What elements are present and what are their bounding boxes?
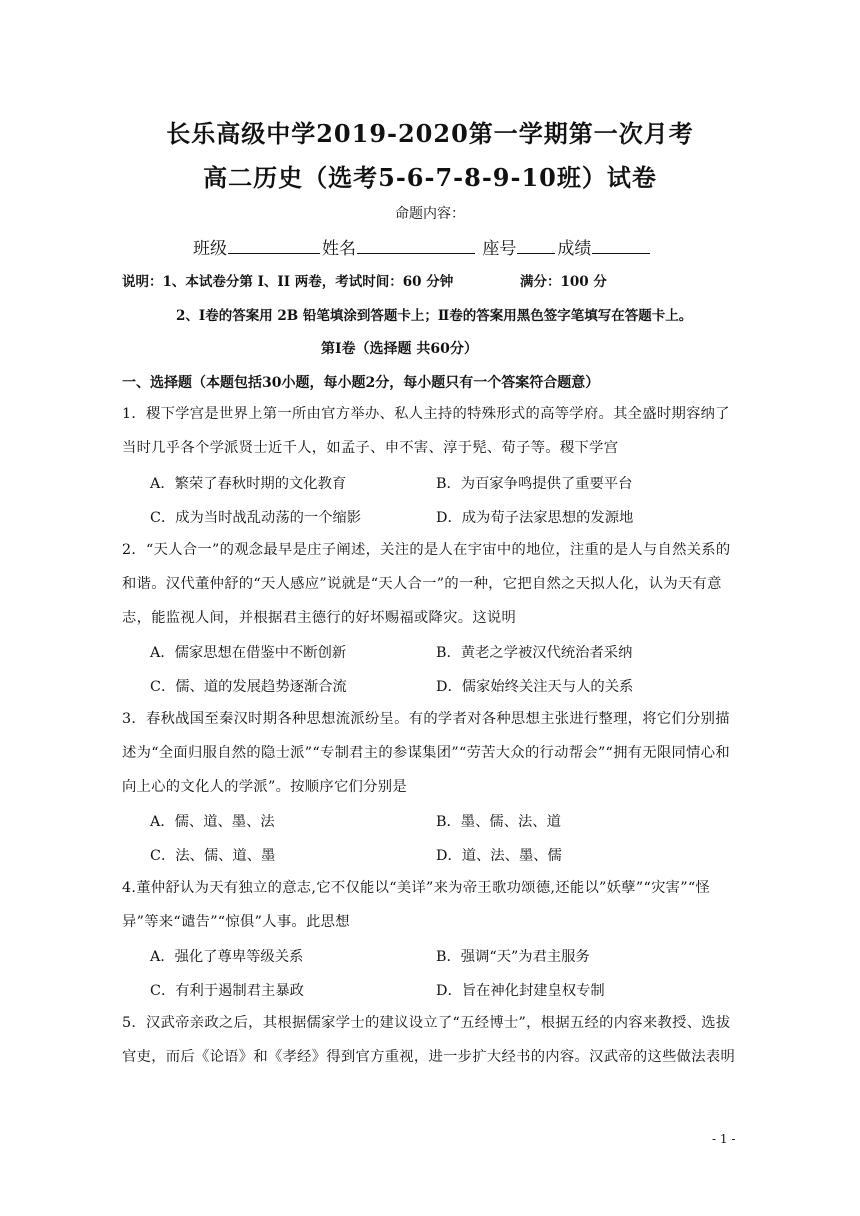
question-2-option-a: A．儒家思想在借鉴中不断创新 bbox=[150, 645, 347, 661]
score-blank[interactable] bbox=[592, 237, 650, 254]
section-title: 第Ⅰ卷（选择题 共60分） bbox=[321, 341, 478, 357]
exam-title-line1: 长乐高级中学2019-2020第一学期第一次月考 bbox=[166, 119, 694, 148]
question-2-option-c: C．儒、道的发展趋势逐渐合流 bbox=[150, 679, 347, 695]
question-1-option-d: D．成为荀子法家思想的发源地 bbox=[436, 510, 634, 526]
instruction-note-2: 2、Ⅰ卷的答案用 2B 铅笔填涂到答题卡上；Ⅱ卷的答案用黑色签字笔填写在答题卡上。 bbox=[176, 308, 693, 324]
question-3-option-d: D．道、法、墨、儒 bbox=[436, 848, 562, 864]
student-info-fields bbox=[193, 234, 652, 259]
question-3-option-b: B．墨、儒、法、道 bbox=[436, 814, 561, 830]
question-4-option-b: B．强调“天”为君主服务 bbox=[436, 949, 590, 965]
score-label: 成绩 bbox=[557, 239, 592, 259]
question-4-stem: 4.董仲舒认为天有独立的意志,它不仅能以“美详”来为帝王歌功颂德,还能以”妖孽”“灾害”“怪异”等来“谴告”“惊俱”人事。此思想 bbox=[122, 880, 711, 930]
question-1-option-b: B．为百家争鸣提供了重要平台 bbox=[436, 476, 633, 492]
author-label: 命题内容： bbox=[395, 206, 465, 222]
question-4-option-c: C．有利于遏制君主暴政 bbox=[150, 983, 304, 999]
name-label: 姓名 bbox=[322, 239, 356, 259]
instruction-note-1-score: 满分：100 分 bbox=[520, 274, 607, 290]
question-4-option-a: A．强化了尊卑等级关系 bbox=[150, 949, 304, 965]
question-3-stem: 3．春秋战国至秦汉时期各种思想流派纷呈。有的学者对各种思想主张进行整理，将它们分别描述为“全面归服自然的隐士派”“专制君主的参谋集团”“劳苦大众的行动帮会”“拥有无限同情心和向上心的文化人的学派”。按顺序它们分别是 bbox=[122, 711, 730, 795]
seat-label: 座号 bbox=[482, 239, 517, 259]
page-number: - 1 - bbox=[712, 1132, 736, 1146]
question-1-option-a: A．繁荣了春秋时期的文化教育 bbox=[150, 476, 347, 492]
question-1-option-c: C．成为当时战乱动荡的一个缩影 bbox=[150, 510, 362, 526]
question-2-option-b: B．黄老之学被汉代统治者采纳 bbox=[436, 645, 633, 661]
name-blank[interactable] bbox=[357, 237, 475, 254]
question-3-option-c: C．法、儒、道、墨 bbox=[150, 848, 276, 864]
seat-blank[interactable] bbox=[517, 237, 555, 254]
class-label: 班级 bbox=[193, 239, 227, 259]
section-subtitle: 一、选择题（本题包括30小题，每小题2分，每小题只有一个答案符合题意） bbox=[122, 375, 600, 391]
instruction-note-1: 说明：1、本试卷分第 I、II 两卷，考试时间：60 分钟 bbox=[122, 274, 454, 290]
exam-title-line2: 高二历史（选考5-6-7-8-9-10班）试卷 bbox=[203, 163, 657, 192]
question-4-option-d: D．旨在神化封建皇权专制 bbox=[436, 983, 605, 999]
question-2-option-d: D．儒家始终关注天与人的关系 bbox=[436, 679, 634, 695]
class-blank[interactable] bbox=[228, 237, 320, 254]
question-1-stem: 1．稷下学宫是世界上第一所由官方举办、私人主持的特殊形式的高等学府。其全盛时期容纳了当时几乎各个学派贤士近千人，如孟子、申不害、淳于髡、荀子等。稷下学宫 bbox=[122, 406, 730, 456]
question-2-stem: 2．“天人合一”的观念最早是庄子阐述，关注的是人在宇宙中的地位，注重的是人与自然关系的和谐。汉代董仲舒的“天人感应”说就是“天人合一”的一种，它把自然之天拟人化，认为天有意志，能监视人间，并根据君主德行的好坏赐福或降灾。这说明 bbox=[122, 542, 731, 626]
question-5-stem: 5．汉武帝亲政之后，其根据儒家学士的建议设立了“五经博士”，根据五经的内容来教授、选拔官吏，而后《论语》和《孝经》得到官方重视，进一步扩大经书的内容。汉武帝的这些做法表明 bbox=[122, 1015, 736, 1065]
question-3-option-a: A．儒、道、墨、法 bbox=[150, 814, 275, 830]
